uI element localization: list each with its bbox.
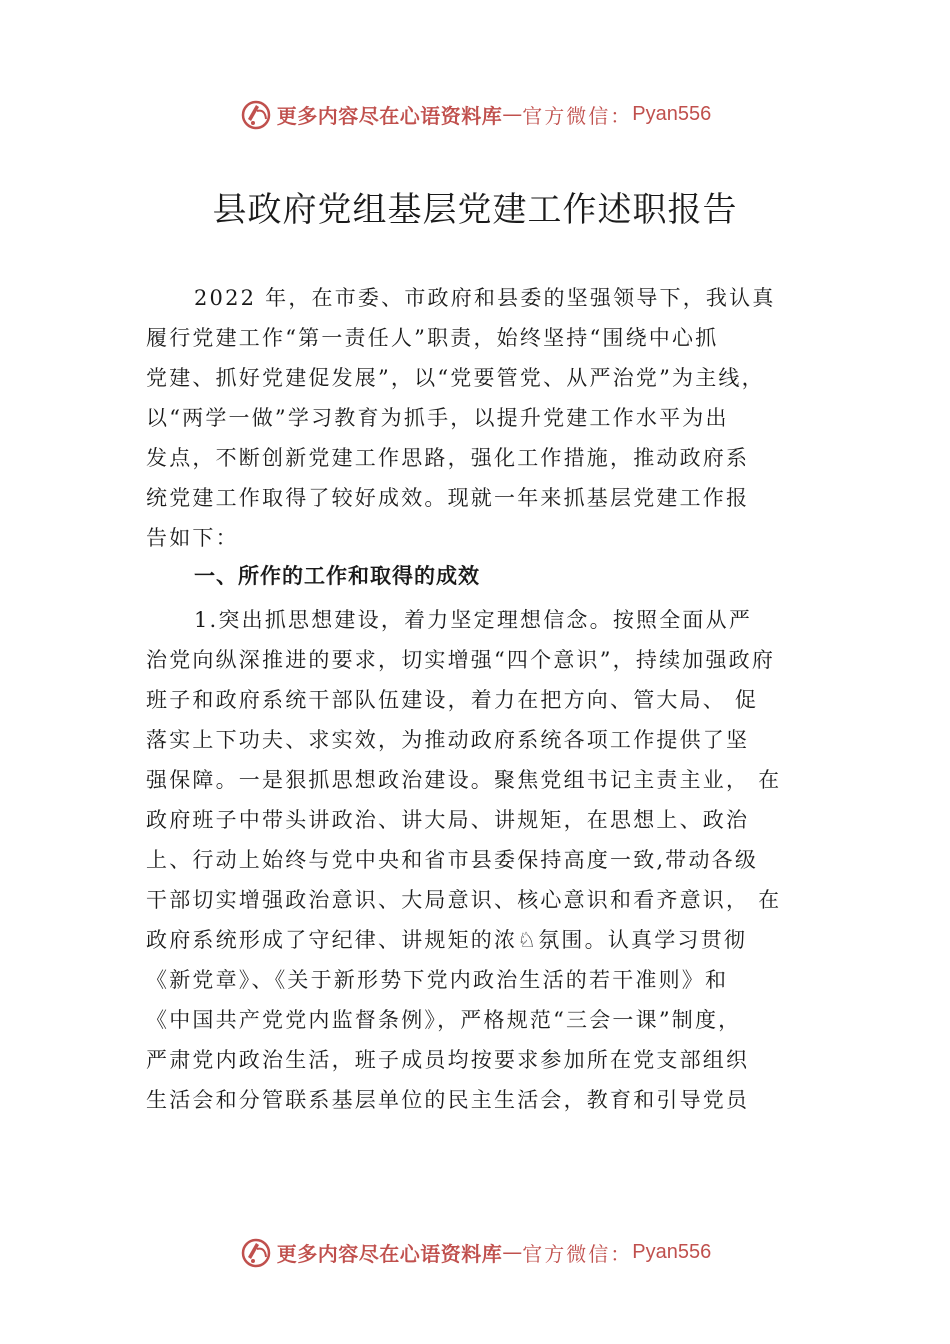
text-line: 班子和政府系统干部队伍建设，着力在把方向、管大局、 促	[146, 688, 759, 712]
banner-wechat-id: Pyan556	[632, 102, 712, 125]
banner-text: 更多内容尽在心语资料库	[276, 103, 503, 128]
text-line: 统党建工作取得了较好成效。现就一年来抓基层党建工作报	[146, 486, 750, 510]
banner-separator: —	[502, 1240, 523, 1264]
text-line: 1.突出抓思想建设，着力坚定理想信念。按照全面从严	[194, 608, 753, 632]
section1-paragraph	[146, 600, 816, 1120]
text-line: 发点，不断创新党建工作思路，强化工作措施，推动政府系	[146, 446, 750, 470]
banner-wechat-id: Pyan556	[632, 1240, 712, 1263]
document-title: 县政府党组基层党建工作述职报告	[212, 190, 738, 230]
text-line: 2022 年，在市委、市政府和县委的坚强领导下，我认真	[194, 286, 776, 310]
header-banner	[0, 94, 950, 134]
footer-banner	[0, 1232, 950, 1272]
text-line: 以“两学一做”学习教育为抓手，以提升党建工作水平为出	[146, 406, 729, 430]
banner-wechat-label: 官方微信：	[522, 103, 633, 128]
intro-paragraph	[146, 278, 816, 558]
text-line: 生活会和分管联系基层单位的民主生活会，教育和引导党员	[146, 1088, 750, 1112]
text-line: 告如下：	[146, 526, 239, 550]
logo-icon	[239, 1235, 273, 1269]
text-line: 落实上下功夫、求实效，为推动政府系统各项工作提供了坚	[146, 728, 750, 752]
logo-icon	[239, 97, 273, 131]
text-line: 党建、抓好党建促发展”，以“党要管党、从严治党”为主线，	[146, 366, 765, 390]
text-line: 政府班子中带头讲政治、讲大局、讲规矩，在思想上、政治	[146, 808, 750, 832]
banner-wechat-label: 官方微信：	[522, 1241, 633, 1266]
text-line: 履行党建工作“第一责任人”职责，始终坚持“围绕中心抓	[146, 326, 719, 350]
text-line: 严肃党内政治生活，班子成员均按要求参加所在党支部组织	[146, 1048, 750, 1072]
banner-separator: —	[502, 102, 523, 126]
text-line: 《新党章》、《关于新形势下党内政治生活的若干准则》和	[146, 968, 729, 992]
section-heading	[146, 556, 816, 596]
text-line: 政府系统形成了守纪律、讲规矩的浓♘氛围。认真学习贯彻	[146, 928, 748, 952]
text-line: 干部切实增强政治意识、大局意识、核心意识和看齐意识， 在	[146, 888, 782, 912]
text-line: 上、行动上始终与党中央和省市县委保持高度一致,带动各级	[146, 848, 759, 872]
banner-text: 更多内容尽在心语资料库	[276, 1241, 503, 1266]
text-line: 《中国共产党党内监督条例》，严格规范“三会一课”制度，	[146, 1008, 742, 1032]
text-line: 治党向纵深推进的要求，切实增强“四个意识”，持续加强政府	[146, 648, 776, 672]
section-heading-text: 一、所作的工作和取得的成效	[194, 564, 480, 588]
text-line: 强保障。一是狠抓思想政治建设。聚焦党组书记主责主业， 在	[146, 768, 782, 792]
